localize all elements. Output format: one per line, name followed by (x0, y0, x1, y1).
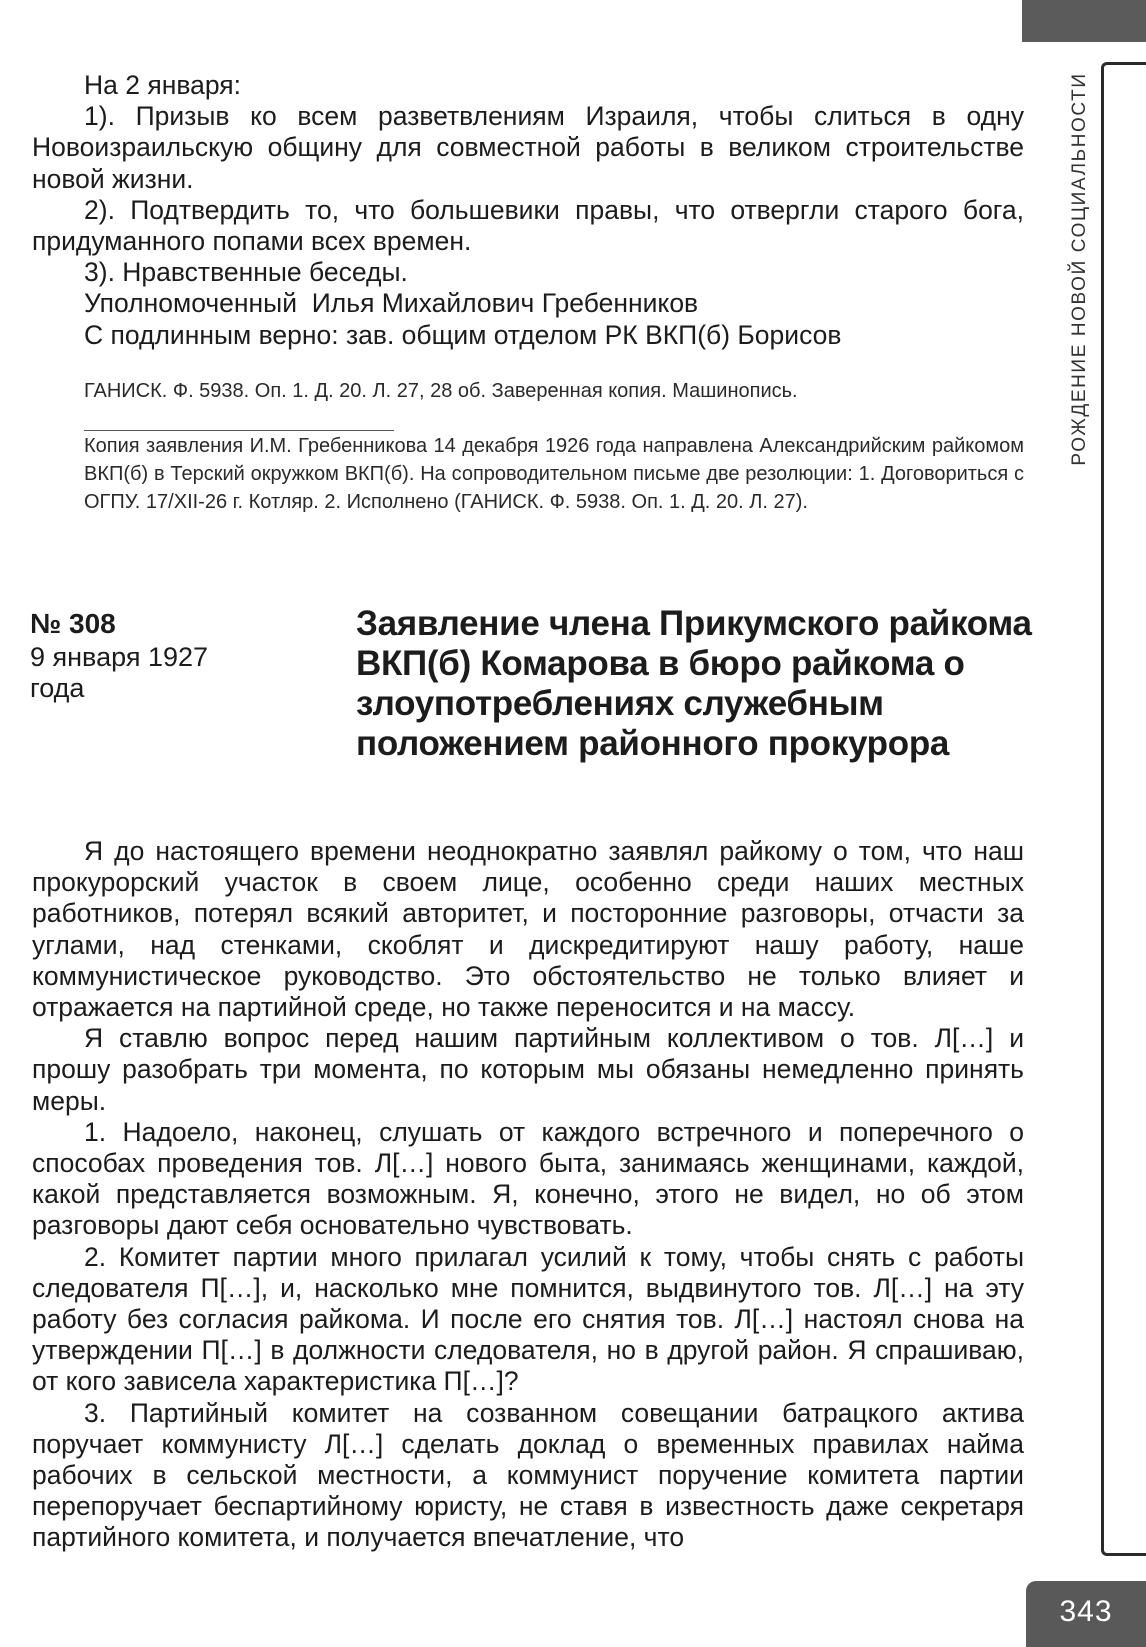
signature-line: Уполномоченный Илья Михайлович Гребенников (84, 288, 699, 319)
body-paragraph-3: 1. Надоело, наконец, слушать от каждого встречного и поперечного о способах проведения тов. Л[…] нового быта, занимаясь женщинами, каждой, какой представляется возможным. Я, конечно, этого не видел, но об этом разговоры дают себя основательно чувствовать. (32, 1116, 1024, 1241)
top-edge-tab (1022, 0, 1146, 42)
agenda-heading: На 2 января: (84, 70, 241, 100)
footnote-divider (84, 430, 394, 431)
agenda-item-2: 2). Подтвердить то, что большевики правы, что отвергли старого бога, придуманного попами всех времен. (32, 194, 1024, 257)
document-body (32, 836, 1024, 1554)
agenda-item-1: 1). Призыв ко всем разветвлениям Израиля, чтобы слиться в одну Новоизраильскую общину для совместной работы в великом строительстве новой жизни. (32, 101, 1024, 194)
running-title-text: РОЖДЕНИЕ НОВОЙ СОЦИАЛЬНОСТИ (1069, 72, 1090, 466)
body-paragraph-1: Я до настоящего времени неоднократно заявлял райкому о том, что наш прокурорский участок в своем лице, особенно среди наших местных работников, потерял всякий авторитет, и посторонние разговоры, отчасти за углами, над стенками, скоблят и дискредитируют нашу работу, наше коммунистическое руководство. Это обстоятельство не только влияет и отражается на партийной среде, но также переносится и на массу. (32, 836, 1024, 1023)
body-paragraph-2: Я ставлю вопрос перед нашим партийным коллективом о тов. Л[…] и прошу разобрать три момента, по которым мы обязаны немедленно принять меры. (32, 1023, 1024, 1116)
margin-frame (1101, 62, 1146, 1556)
page-number-tab (1026, 1581, 1146, 1647)
previous-document-ending (32, 70, 1024, 351)
body-paragraph-4: 2. Комитет партии много прилагал усилий к тому, чтобы снять с работы следователя П[…], и, насколько мне помнится, выдвинутого тов. Л[…] на эту работу без согласия райкома. И после его снятия тов. Л[…] настоял снова на утверждении П[…] в должности следователя, но в другой район. Я спрашиваю, от кого зависела характеристика П[…]? (32, 1241, 1024, 1397)
document-date: 9 января 1927 года (30, 642, 209, 703)
document-title: Заявление члена Прикумского райкома ВКП(б) Комарова в бюро райкома о злоупотреблениях служебным положением районного прокурора (356, 604, 1032, 763)
document-number: № 308 (30, 608, 116, 639)
agenda-item-3: 3). Нравственные беседы. (84, 257, 408, 288)
page-number: 343 (1059, 1595, 1113, 1628)
certification-line: С подлинным верно: зав. общим отделом РК ВКП(б) Борисов (84, 319, 842, 350)
archive-reference: ГАНИСК. Ф. 5938. Оп. 1. Д. 20. Л. 27, 28 об. Заверенная копия. Машинопись. (84, 380, 798, 402)
footnote-text: Копия заявления И.М. Гребенникова 14 декабря 1926 года направлена Александрийским райкомом ВКП(б) в Терский окружком ВКП(б). На сопроводительном письме две резолюции: 1. Договориться с ОГПУ. 17/XII-26 г. Котляр. 2. Исполнено (ГАНИСК. Ф. 5938. Оп. 1. Д. 20. Л. 27). (84, 435, 1024, 513)
body-paragraph-5: 3. Партийный комитет на созванном совещании батрацкого актива поручает коммунисту Л[…] сделать доклад о временных правилах найма рабочих в сельской местности, а коммунист поручение комитета партии перепоручает беспартийному юристу, не ставя в известность даже секретаря партийного комитета, и получается впечатление, что (32, 1397, 1024, 1553)
running-title (1065, 64, 1095, 474)
